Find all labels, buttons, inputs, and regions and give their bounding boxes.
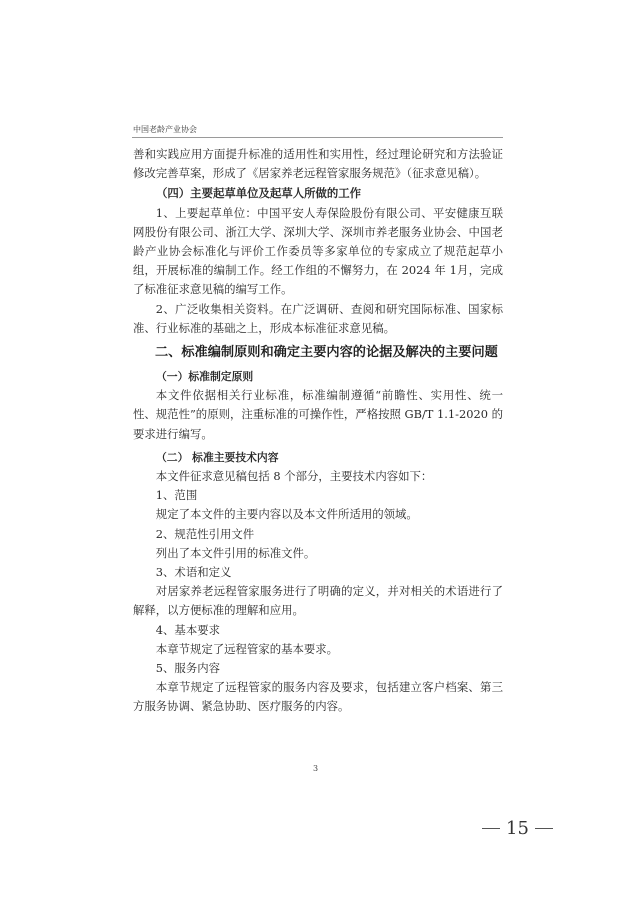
item-service-desc: 本章节规定了远程管家的服务内容及要求，包括建立客户档案、第三方服务协调、紧急协助、医疗服务的内容。 [133, 680, 503, 714]
paragraph-intro-continued: 善和实践应用方面提升标准的适用性和实用性，经过理论研究和方法验证修改完善草案，形成了《居家养老远程管家服务规范》（征求意见稿）。 [133, 147, 503, 181]
page-number-footer [476, 818, 559, 839]
chapter-heading-2: 二、标准编制原则和确定主要内容的论据及解决的主要问题 [155, 345, 498, 361]
paragraph-principles: 本文件依据相关行业标准，标准编制遵循“前瞻性、实用性、统一性、规范性”的原则，注重标准的可操作性，严格按照 GB/T 1.1-2020 的要求进行编写。 [133, 388, 503, 441]
section-heading-technical-content: （二） 标准主要技术内容 [156, 450, 279, 464]
header-divider [132, 137, 503, 138]
header-organization: 中国老龄产业协会 [133, 125, 197, 134]
item-terms-desc: 对居家养老远程管家服务进行了明确的定义，并对相关的术语进行了解释，以方便标准的理解和应用。 [133, 584, 503, 618]
item-basic-req-desc: 本章节规定了远程管家的基本要求。 [155, 641, 339, 656]
document-body [133, 145, 503, 717]
page-number: 15 [506, 818, 529, 839]
left-dash [482, 828, 500, 829]
paragraph-technical-overview: 本文件征求意见稿包括 8 个部分，主要技术内容如下： [155, 469, 433, 484]
section-heading-4: （四）主要起草单位及起草人所做的工作 [156, 186, 362, 201]
item-scope-desc: 规定了本文件的主要内容以及本文件所适用的领域。 [155, 507, 418, 522]
item-references-title: 2、规范性引用文件 [155, 526, 255, 541]
section-heading-principles: （一）标准制定原则 [156, 370, 254, 384]
item-references-desc: 列出了本文件引用的标准文件。 [155, 545, 316, 560]
paragraph-data-collection: 2、广泛收集相关资料。在广泛调研、查阅和研究国际标准、国家标准、行业标准的基础之上，形成本标准征求意见稿。 [133, 301, 503, 335]
right-dash [535, 828, 553, 829]
inner-page-number: 3 [313, 764, 319, 773]
item-service-title: 5、服务内容 [155, 661, 220, 676]
paragraph-drafting-units: 1、上要起草单位：中国平安人寿保险股份有限公司、平安健康互联网股份有限公司、浙江大学、深圳大学、深圳市养老服务业协会、中国老龄产业协会标准化与评价工作委员等多家单位的专家成立了规范起草小组，开展标准的编制工作。经工作组的不懈努力，在 2024 年 1月，完成了标准征求意见稿的编写工作。 [133, 205, 503, 297]
item-terms-title: 3、术语和定义 [155, 565, 232, 580]
item-scope-title: 1、范围 [155, 488, 198, 503]
item-basic-req-title: 4、基本要求 [155, 622, 220, 637]
